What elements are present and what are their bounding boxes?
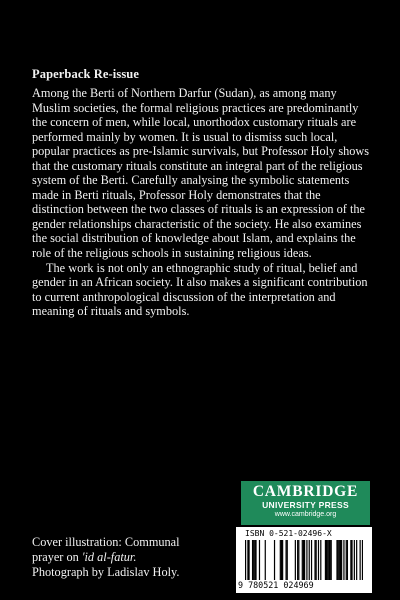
barcode-bar: [331, 540, 332, 580]
barcode-bar: [338, 540, 339, 580]
barcode-bar: [351, 540, 352, 580]
barcode-bar: [298, 540, 299, 580]
barcode-bar: [281, 540, 282, 580]
barcode-bar: [327, 540, 328, 580]
barcode-bar: [245, 540, 246, 580]
barcode-bar: [248, 540, 249, 580]
barcode-bar: [285, 540, 286, 580]
publisher-url: www.cambridge.org: [274, 511, 337, 518]
barcode-bar: [303, 540, 304, 580]
publisher-subtitle: UNIVERSITY PRESS: [262, 500, 349, 510]
barcode-bar: [309, 540, 310, 580]
barcode-bar: [360, 540, 361, 580]
barcode-bar: [314, 540, 315, 580]
barcode-bar: [354, 540, 355, 580]
isbn-barcode-block: [236, 527, 372, 593]
barcode-bar: [343, 540, 344, 580]
barcode-bar: [302, 540, 303, 580]
barcode-bar: [339, 540, 340, 580]
barcode-bar: [254, 540, 255, 580]
barcode-bar: [341, 540, 342, 580]
barcode-graphic: [245, 540, 363, 580]
barcode-bar: [247, 540, 248, 580]
caption-line-1: Cover illustration: Communal: [32, 535, 180, 549]
barcode-bar: [282, 540, 283, 580]
barcode-bar: [362, 540, 363, 580]
barcode-bar: [287, 540, 288, 580]
publisher-name: CAMBRIDGE: [252, 483, 359, 500]
blurb-text: [32, 86, 372, 319]
barcode-digits: 9 780521 024969: [238, 580, 314, 590]
blurb-paragraph-2: The work is not only an ethnographic study of ritual, belief and gender in an African society. It also makes a significant contribution to current anthropological discussion of the interpretation and meaning of rituals and symbols.: [32, 260, 368, 319]
barcode-bar: [295, 540, 296, 580]
barcode-bar: [274, 540, 275, 580]
barcode-bar: [316, 540, 317, 580]
caption-line-2: [32, 550, 232, 565]
barcode-bar: [259, 540, 260, 580]
barcode-bar: [346, 540, 347, 580]
caption-line-2-prefix: prayer on: [32, 550, 82, 564]
barcode-bar: [325, 540, 326, 580]
publisher-logo: [241, 481, 370, 525]
barcode-bar: [265, 540, 266, 580]
barcode-bar: [252, 540, 253, 580]
barcode-bar: [326, 540, 327, 580]
barcode-bar: [311, 540, 312, 580]
barcode-bar: [306, 540, 307, 580]
barcode-bar: [320, 540, 321, 580]
barcode-bar: [347, 540, 348, 580]
caption-line-3: Photograph by Ladislav Holy.: [32, 565, 180, 579]
caption-line-2-italic: 'id al-fatur.: [81, 550, 137, 564]
barcode-bar: [253, 540, 254, 580]
barcode-bar: [304, 540, 305, 580]
barcode-bar: [255, 540, 256, 580]
blurb-paragraph-1: Among the Berti of Northern Darfur (Sudan), as among many Muslim societies, the formal religious practices are predominantly the concern of men, while local, unorthodox customary rituals are performed mainly by women. It is usual to dismiss such local, popular practices as pre-Islamic survivals, but Professor Holy shows that the customary rituals constitute an integral part of the religious system of the Berti. Carefully analysing the symbolic statements made in Berti rituals, Professor Holy demonstrates that the distinction between the two classes of rituals is an expression of the gender relationships characteristic of the society. He also examines the social distribution of knowledge about Islam, and explains the role of the religious schools in sustaining religious ideas.: [32, 86, 370, 261]
barcode-bar: [356, 540, 357, 580]
barcode-bar: [318, 540, 319, 580]
barcode-bar: [328, 540, 329, 580]
barcode-bar: [329, 540, 330, 580]
reissue-heading: Paperback Re-issue: [32, 67, 140, 81]
barcode-bar: [340, 540, 341, 580]
barcode-bar: [297, 540, 298, 580]
cover-illustration-caption: [32, 535, 232, 580]
barcode-bar: [280, 540, 281, 580]
barcode-bar: [336, 540, 337, 580]
barcode-bar: [350, 540, 351, 580]
isbn-label: ISBN 0-521-02496-X: [245, 529, 332, 538]
